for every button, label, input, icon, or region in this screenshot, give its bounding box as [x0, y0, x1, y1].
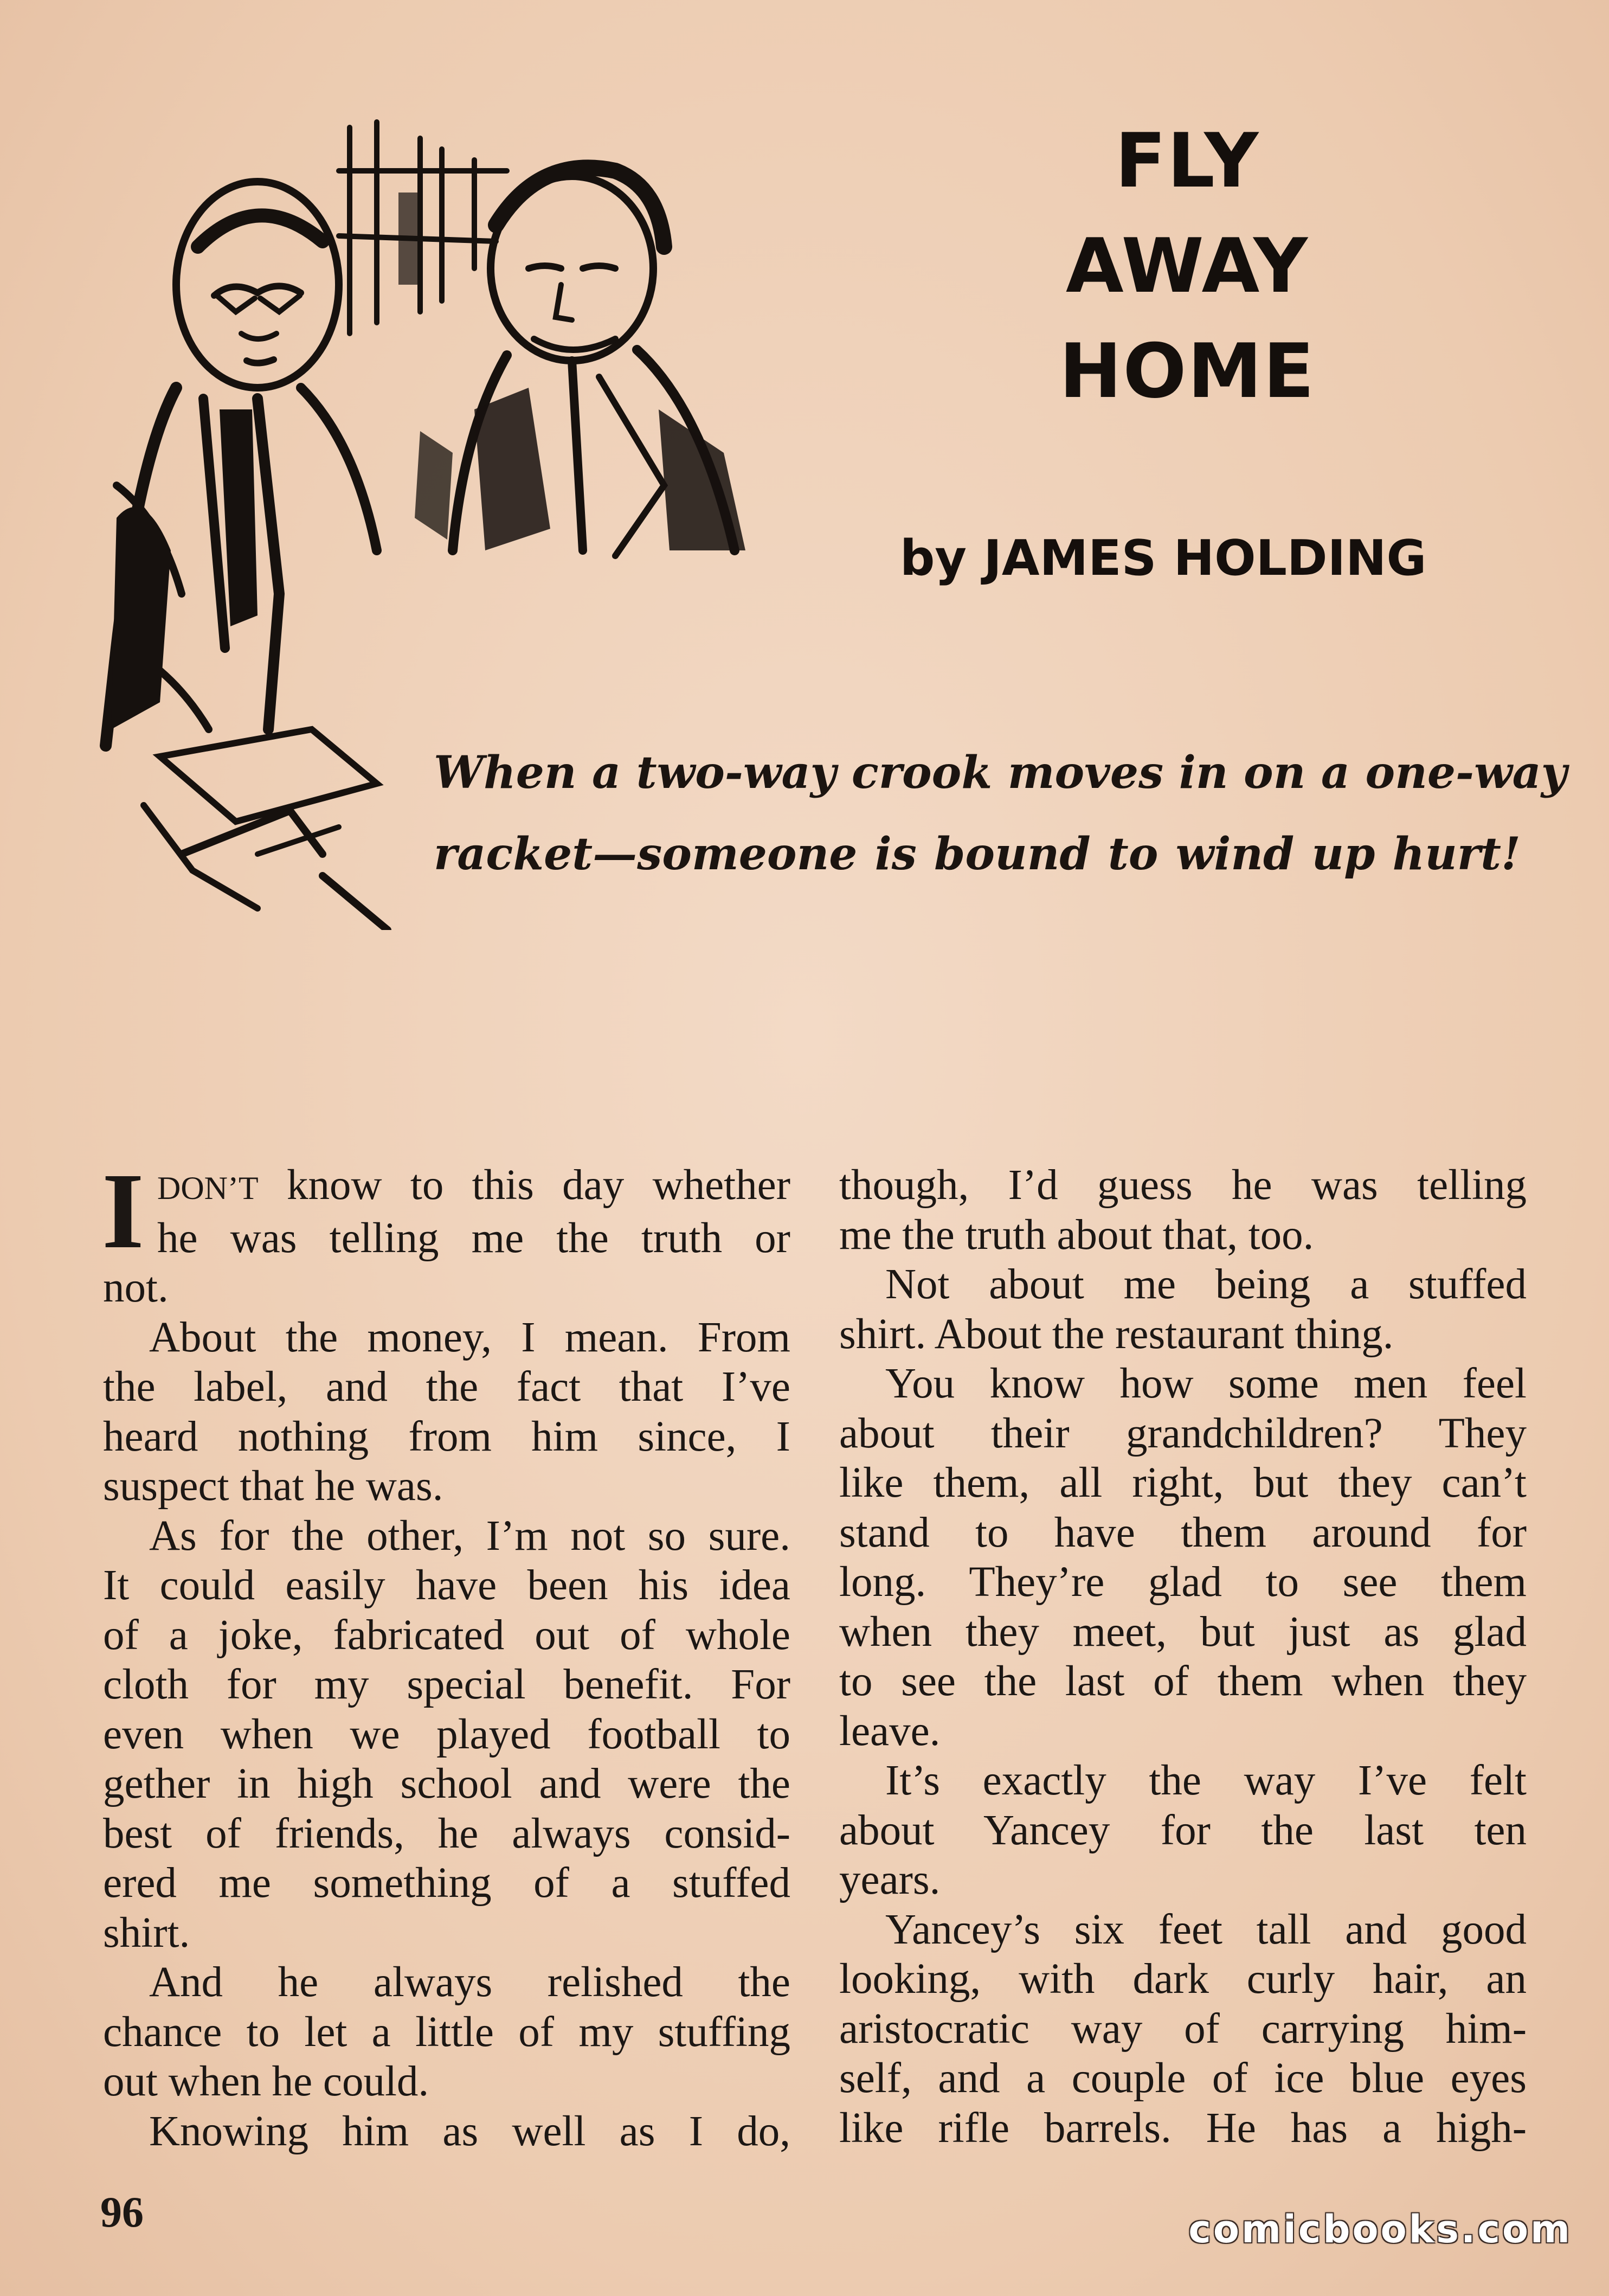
text-line: Not about me being a stuffed	[885, 1261, 1527, 1308]
body-column-right	[839, 1160, 1527, 2153]
text-line: to see the last of them when they	[839, 1658, 1527, 1705]
text-line: heard nothing from him since, I	[103, 1413, 790, 1460]
page-number: 96	[100, 2189, 144, 2236]
story-title	[970, 108, 1404, 424]
tagline-line-1: When a two-way crook moves in on a one-way	[434, 747, 1567, 799]
text-line: though, I’d guess he was telling	[839, 1162, 1527, 1209]
text-line: cloth for my special benefit. For	[103, 1661, 790, 1708]
text-line: best of friends, he always consid-	[103, 1810, 790, 1857]
text-line: aristocratic way of carrying him-	[839, 2005, 1527, 2053]
text-line: Knowing him as well as I do,	[149, 2107, 790, 2155]
text-line: the label, and the fact that I’ve	[103, 1363, 790, 1410]
text-line: shirt. About the restaurant thing.	[839, 1310, 1394, 1358]
text-line: chance to let a little of my stuffing	[103, 2008, 790, 2056]
body-column-left	[102, 1151, 790, 2156]
text-line: long. They’re glad to see them	[839, 1559, 1527, 1606]
tagline-line-2: racket—someone is bound to wind up hurt!	[434, 828, 1521, 880]
title-line-2: AWAY	[1065, 222, 1309, 310]
text-line: suspect that he was.	[103, 1463, 443, 1510]
text-line: About the money, I mean. From	[149, 1313, 790, 1361]
opening-paragraph	[102, 1151, 790, 1313]
text-line: me the truth about that, too.	[839, 1211, 1314, 1259]
text-line: Yancey’s six feet tall and good	[885, 1906, 1527, 1953]
text-line-content: know to this day whether	[258, 1162, 790, 1209]
text-line: of a joke, fabricated out of whole	[103, 1611, 790, 1659]
text-line: like rifle barrels. He has a high-	[839, 2104, 1527, 2152]
byline: by JAMES HOLDING	[900, 530, 1427, 587]
text-line: about Yancey for the last ten	[839, 1806, 1527, 1854]
text-line: when they meet, but just as glad	[839, 1608, 1527, 1656]
text-line: self, and a couple of ice blue eyes	[839, 2055, 1527, 2102]
text-line: It’s exactly the way I’ve felt	[885, 1757, 1527, 1804]
text-line: he was telling me the truth or	[157, 1214, 790, 1262]
text-line: years.	[839, 1856, 941, 1903]
text-line: out when he could.	[103, 2058, 429, 2105]
drop-cap: I	[102, 1151, 144, 1271]
title-line-3: HOME	[1059, 328, 1316, 415]
tagline	[434, 732, 1567, 895]
text-line: It could easily have been his idea	[103, 1562, 790, 1609]
text-line: about their grandchildren? They	[839, 1409, 1527, 1457]
text-line: As for the other, I’m not so sure.	[149, 1512, 790, 1560]
text-line: shirt.	[103, 1909, 190, 1957]
text-line: like them, all right, but they can’t	[839, 1459, 1527, 1506]
text-line: not.	[103, 1264, 169, 1311]
text-line: ered me something of a stuffed	[103, 1859, 790, 1907]
text-line: even when we played football to	[103, 1710, 790, 1758]
text-line: leave.	[839, 1707, 941, 1755]
text-line: stand to have them around for	[839, 1509, 1527, 1556]
text-line: You know how some men feel	[885, 1360, 1527, 1407]
title-line-1: FLY	[1115, 117, 1260, 204]
text-line: And he always relished the	[149, 1959, 790, 2006]
text-line	[157, 1160, 790, 1214]
site-watermark: comicbooks.com	[1188, 2207, 1572, 2252]
smallcaps-word: DON’T	[157, 1170, 259, 1206]
text-line: looking, with dark curly hair, an	[839, 1955, 1527, 2003]
text-line: gether in high school and were the	[103, 1760, 790, 1807]
